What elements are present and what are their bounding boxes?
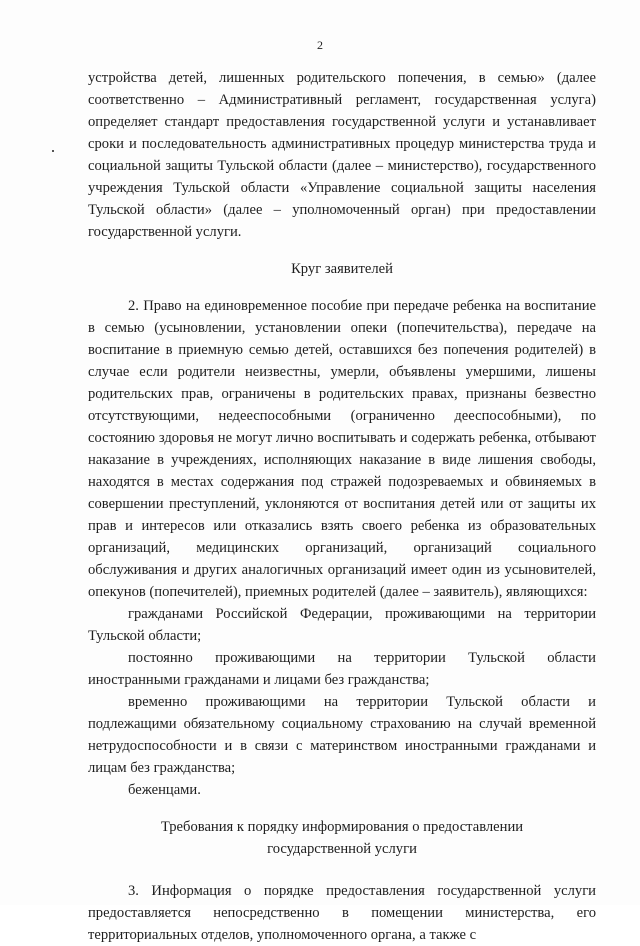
page-number: 2 <box>317 38 323 52</box>
applicant-category-permanent-residents: постоянно проживающими на территории Тульской области иностранными гражданами и лицами без гражданства; <box>88 650 596 688</box>
paragraph-2: 2. Право на единовременное пособие при передаче ребенка на воспитание в семью (усыновлении, установлении опеки (попечительства), передаче на воспитание в приемную семью детей, оставшихся без попечения родителей) в случае если родители неизвестны, умерли, объявлены умершими, лишены родительских прав, ограничены в родительских правах, признаны безвестно отсутствующими, недееспособными (ограниченно дееспособными), по состоянию здоровья не могут лично воспитывать и содержать ребенка, отбывают наказание в учреждениях, исполняющих наказание в виде лишения свободы, находятся в местах содержания под стражей подозреваемых и обвиняемых в совершении преступлений, уклоняются от воспитания детей или от защиты их прав и интересов или отказались взять своего ребенка из образовательных организаций, медицинских организаций, организаций социального обслуживания и других аналогичных организаций имеет один из усыновителей, опекунов (попечителей), приемных родителей (далее – заявитель), являющихся: <box>88 298 596 600</box>
section-heading-applicants: Круг заявителей <box>291 261 393 277</box>
applicant-category-temporary-residents: временно проживающими на территории Тульской области и подлежащими обязательному социальному страхованию на случай временной нетрудоспособности и в связи с материнством иностранными гражданами и лицам без гражданства; <box>88 694 596 776</box>
applicant-category-citizens: гражданами Российской Федерации, проживающими на территории Тульской области; <box>88 606 596 644</box>
document-body <box>88 67 596 946</box>
paragraph-3: 3. Информация о порядке предоставления государственной услуги предоставляется непосредственно в помещении министерства, его территориальных отделов, уполномоченного органа, а также с <box>88 883 596 943</box>
intro-paragraph: устройства детей, лишенных родительского попечения, в семью» (далее соответственно – Административный регламент, государственная услуга) определяет стандарт предоставления государственной услуги и устанавливает сроки и последовательность административных процедур министерства труда и социальной защиты Тульской области (далее – министерство), государственного учреждения Тульской области «Управление социальной защиты населения Тульской области» (далее – уполномоченный орган) при предоставлении государственной услуги. <box>88 70 596 240</box>
section-heading-information-requirements <box>88 816 596 860</box>
applicant-category-refugees: беженцами. <box>128 782 201 798</box>
section-heading-line-1: Требования к порядку информирования о предоставлении <box>160 819 524 835</box>
section-heading-line-2: государственной услуги <box>267 841 417 857</box>
scan-speck <box>52 150 54 152</box>
